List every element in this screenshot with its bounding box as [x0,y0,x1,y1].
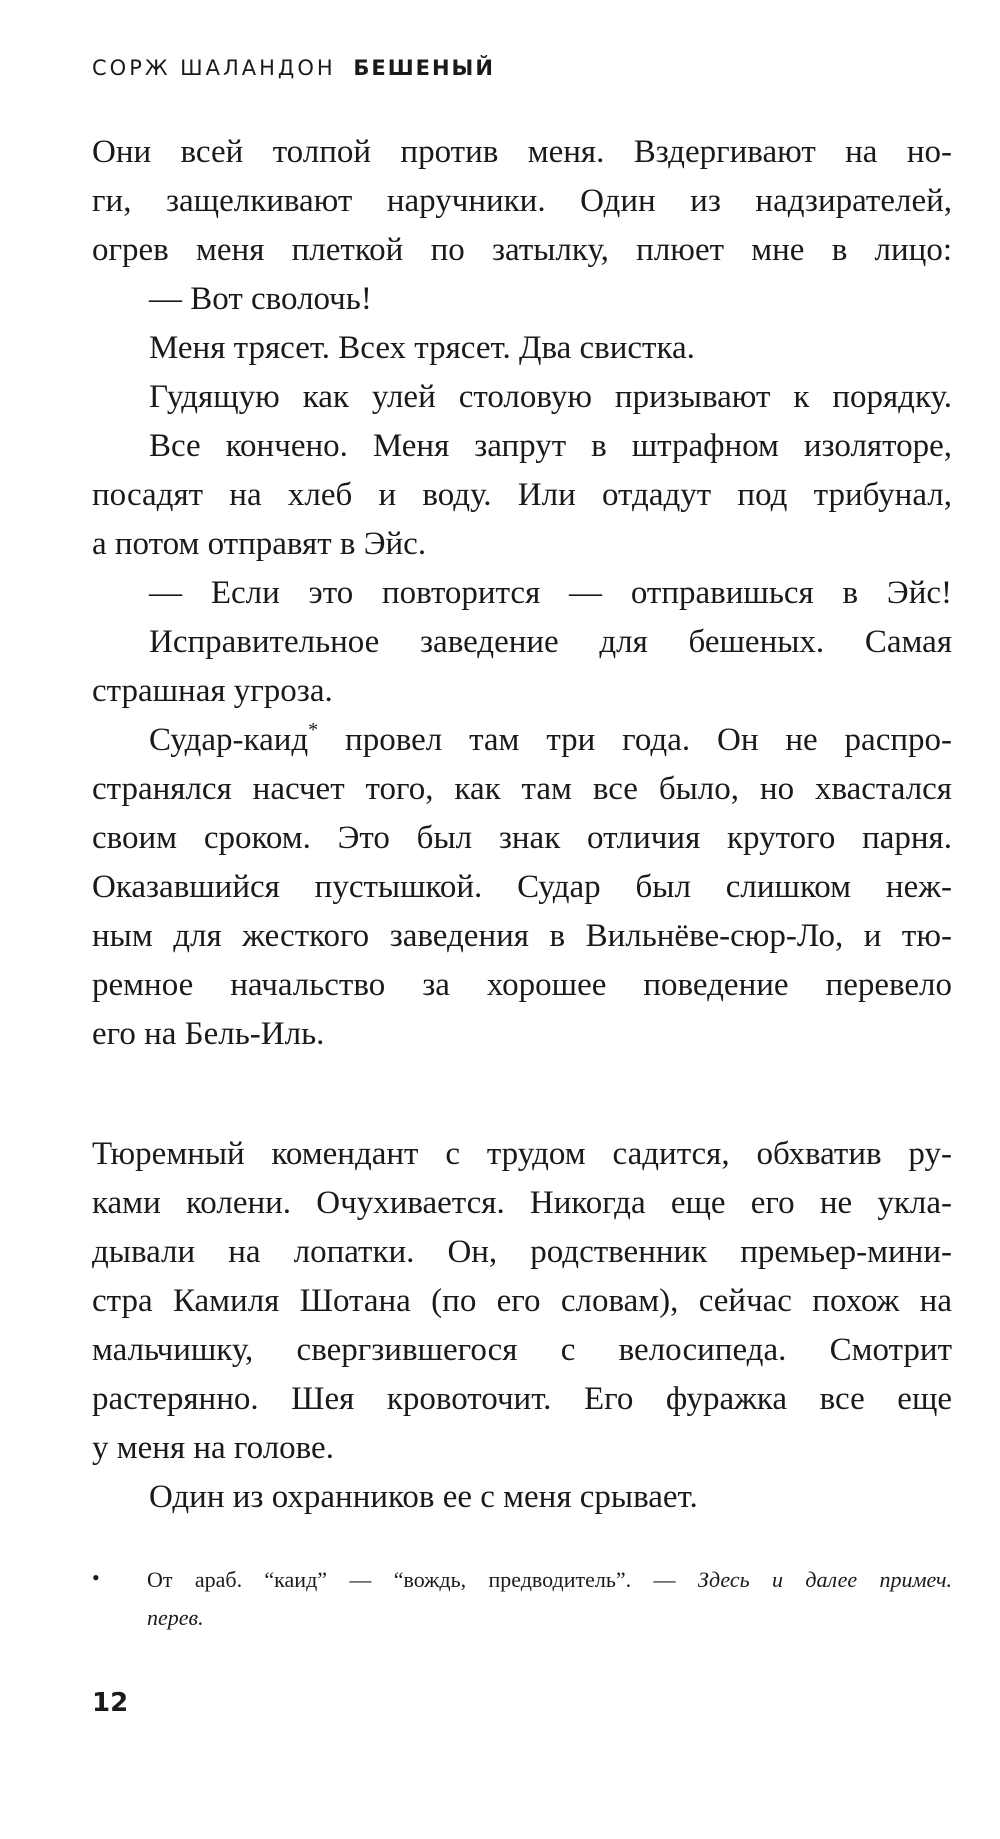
footnote [92,1561,952,1637]
text-line: Тюремный комендант с трудом садится, обхватив ру- [92,1136,952,1172]
text-line: растерянно. Шея кровоточит. Его фуражка все еще [92,1381,952,1417]
text-line: Оказавшийся пустышкой. Судар был слишком неж- [92,869,952,905]
text-line: Один из охранников ее с меня срывает. [149,1479,698,1515]
text-line: своим сроком. Это был знак отличия крутого парня. [92,820,952,856]
text-line: его на Бель-Иль. [92,1016,325,1052]
footnote-reference: * [308,719,319,741]
text-line: страшная угроза. [92,673,333,709]
text-fragment: Судар-каид [149,722,309,758]
text-line: Все кончено. Меня запрут в штрафном изоляторе, [149,428,952,464]
page-number: 12 [92,1688,129,1718]
text-line: Гудящую как улей столовую призывают к порядку. [149,379,952,415]
footnote-note: Здесь и далее примеч. [697,1567,953,1592]
text-line: ремное начальство за хорошее поведение перевело [92,967,952,1003]
text-line: Исправительное заведение для бешеных. Самая [149,624,952,660]
text-fragment: провел там три года. Он не распро- [345,722,952,758]
text-line: — Если это повторится — отправишься в Эйс! [149,575,952,611]
text-line: Они всей толпой против меня. Вздергивают на но- [92,134,952,170]
running-head-author: СОРЖ ШАЛАНДОН [92,56,336,80]
text-line: у меня на голове. [92,1430,334,1466]
text-line: стра Камиля Шотана (по его словам), сейчас похож на [92,1283,952,1319]
footnote-marker: • [92,1565,100,1590]
footnote-line [92,1561,952,1599]
text-line: посадят на хлеб и воду. Или отдадут под трибунал, [92,477,952,513]
text-line: ками колени. Очухивается. Никогда еще его не укла- [92,1185,952,1221]
text-line: а потом отправят в Эйс. [92,526,427,562]
footnote-note-continuation: перев. [147,1605,204,1630]
running-head [92,56,495,80]
text-line: ги, защелкивают наручники. Один из надзирателей, [92,183,952,219]
running-head-title: БЕШЕНЫЙ [353,56,495,80]
text-line: огрев меня плеткой по затылку, плюет мне в лицо: [92,232,952,268]
text-line: дывали на лопатки. Он, родственник премьер-мини- [92,1234,952,1270]
footnote-text: От араб. “каид” — “вождь, предводитель”. — [147,1567,676,1592]
text-line: ным для жесткого заведения в Вильнёве-сюр-Ло, и тю- [92,918,952,954]
text-line: мальчишку, свергзившегося с велосипеда. Смотрит [92,1332,952,1368]
body-text [92,128,952,1522]
text-line [92,716,952,765]
text-line: Меня трясет. Всех трясет. Два свистка. [149,330,695,366]
text-line: — Вот сволочь! [149,281,372,317]
section-break [92,1059,952,1130]
text-line: странялся насчет того, как там все было, но хвастался [92,771,952,807]
